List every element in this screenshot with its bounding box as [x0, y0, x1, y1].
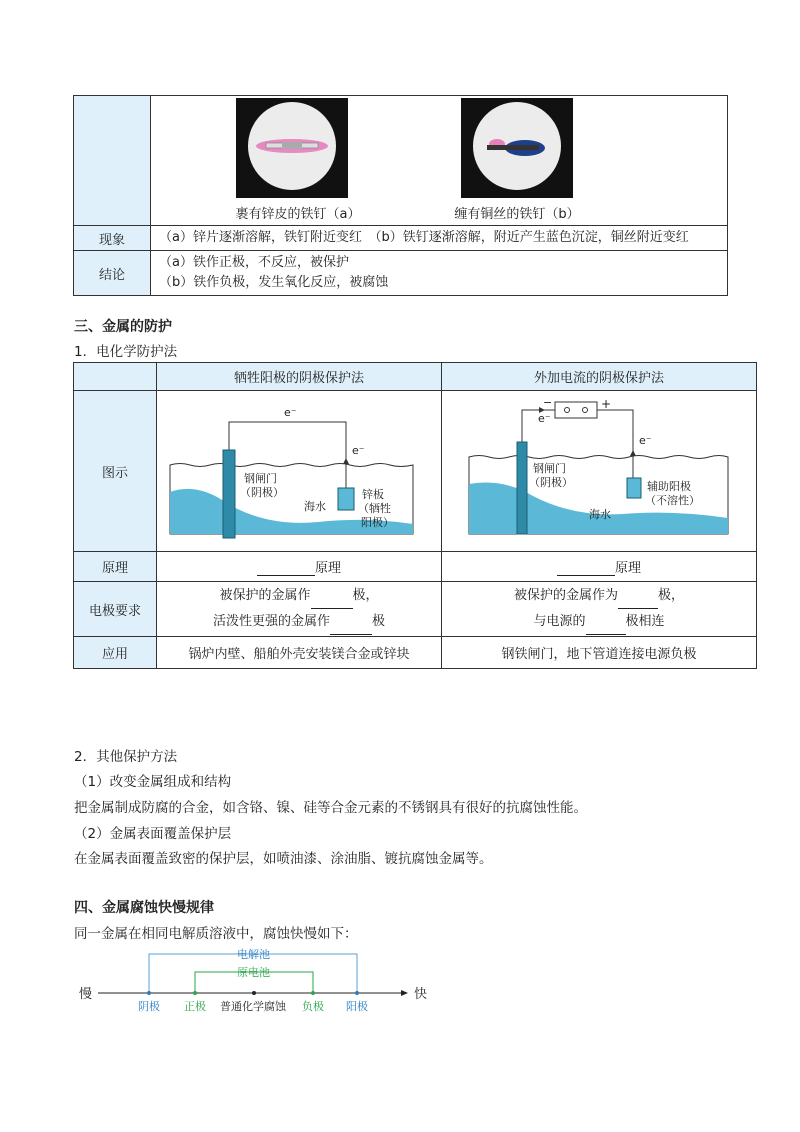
electron-label: e⁻ — [284, 406, 297, 419]
label-cell-empty — [74, 96, 151, 226]
caption-a: 裹有锌皮的铁钉（a） — [235, 207, 361, 222]
sea-label: 海水 — [304, 500, 326, 513]
conclusion-line-2: （b）铁作负极，发生氧化反应，被腐蚀 — [159, 275, 389, 290]
electrode-left-a1: 被保护的金属作 — [219, 588, 311, 603]
row-label-diagram: 图示 — [74, 391, 157, 552]
row-label-application: 应用 — [74, 637, 157, 669]
plus-sign: + — [601, 397, 612, 411]
minus-sign: − — [543, 396, 553, 409]
blank — [330, 620, 372, 635]
gate-cathode-label: （阴极） — [240, 486, 284, 499]
caption-b: 缠有铜丝的铁钉（b） — [454, 207, 580, 222]
diagram-left-cell — [157, 391, 442, 552]
header-sacrificial-anode: 牺牲阳极的阴极保护法 — [157, 363, 442, 391]
point-cathode: 阴极 — [138, 1000, 160, 1013]
header-empty — [74, 363, 157, 391]
photo-zinc-wrapped-nail — [236, 98, 348, 198]
electron-label-right-2: e⁻ — [639, 434, 652, 447]
corrosion-rate-scale — [74, 940, 434, 1020]
blank — [586, 620, 626, 635]
diagram-impressed-current — [443, 392, 755, 550]
row-label-principle: 原理 — [74, 552, 157, 582]
item2-text: 在金属表面覆盖致密的保护层，如喷油漆、涂油脂、镀抗腐蚀金属等。 — [74, 851, 493, 867]
section4-intro: 同一金属在相同电解质溶液中，腐蚀快慢如下： — [74, 926, 358, 942]
item2-title: （2）金属表面覆盖保护层 — [74, 826, 232, 842]
electrode-right-b1: 与电源的 — [533, 614, 586, 629]
item1-text: 把金属制成防腐的合金，如含铬、镍、硅等合金元素的不锈钢具有很好的抗腐蚀性能。 — [74, 800, 587, 816]
gate-cathode-label-right: （阴极） — [529, 476, 573, 489]
principle-suffix: 原理 — [314, 561, 341, 576]
electrode-right-a2: 极， — [658, 588, 685, 603]
item1-title: （1）改变金属组成和结构 — [74, 774, 232, 790]
aux-anode-label: 辅助阳极 — [647, 480, 691, 493]
row-label-conclusion: 结论 — [74, 251, 151, 296]
photo-copper-wrapped-nail — [461, 98, 573, 198]
blank — [618, 594, 658, 609]
header-impressed-current: 外加电流的阴极保护法 — [442, 363, 757, 391]
electrode-left — [157, 582, 442, 637]
fast-label: 快 — [414, 987, 428, 1002]
zinc-label: 锌板 — [362, 488, 384, 501]
electrode-left-b1: 活泼性更强的金属作 — [212, 614, 330, 629]
blank — [257, 561, 315, 576]
experiment-table — [73, 95, 728, 296]
electrode-left-a2: 极， — [352, 588, 379, 603]
insoluble-label: （不溶性） — [645, 494, 700, 507]
protection-table — [73, 362, 757, 669]
principle-right — [442, 552, 757, 582]
sacrificial-label-1: （牺牲 — [358, 502, 391, 515]
principle-suffix: 原理 — [614, 561, 641, 576]
application-right: 钢铁闸门，地下管道连接电源负极 — [442, 637, 757, 669]
blank — [557, 561, 615, 576]
conclusion-cell — [151, 251, 728, 296]
point-ordinary-corrosion: 普通化学腐蚀 — [220, 1000, 286, 1013]
point-anode: 阳极 — [346, 1000, 368, 1013]
row-label-electrode: 电极要求 — [74, 582, 157, 637]
section3-sub2: 2．其他保护方法 — [74, 749, 178, 765]
blank — [311, 594, 353, 609]
electrode-right-a1: 被保护的金属作为 — [513, 588, 618, 603]
point-negative: 负极 — [302, 1000, 324, 1013]
conclusion-line-1: （a）铁作正极，不反应，被保护 — [159, 255, 349, 270]
slow-label: 慢 — [79, 987, 93, 1002]
electrolytic-cell-label: 电解池 — [237, 948, 270, 961]
application-left: 锅炉内壁、船舶外壳安装镁合金或锌块 — [157, 637, 442, 669]
electron-label-2: e⁻ — [352, 444, 365, 457]
diagram-sacrificial-anode — [158, 392, 440, 550]
sea-label-right: 海水 — [589, 508, 611, 521]
principle-left — [157, 552, 442, 582]
point-positive: 正极 — [184, 1000, 206, 1013]
section3-title: 三、金属的防护 — [74, 319, 172, 335]
diagram-right-cell — [442, 391, 757, 552]
gate-label-right: 钢闸门 — [533, 462, 566, 475]
sacrificial-label-2: 阳极） — [361, 516, 394, 529]
electrode-right — [442, 582, 757, 637]
photo-cell — [151, 96, 728, 226]
electrode-left-b2: 极 — [372, 614, 386, 629]
phenomenon-text: （a）锌片逐渐溶解，铁钉附近变红 （b）铁钉逐渐溶解，附近产生蓝色沉淀，铜丝附近变红 — [151, 226, 728, 251]
gate-label: 钢闸门 — [244, 472, 277, 485]
electron-label-right: e⁻ — [538, 412, 551, 425]
section3-sub1: 1．电化学防护法 — [74, 344, 178, 360]
row-label-phenomenon: 现象 — [74, 226, 151, 251]
galvanic-cell-label: 原电池 — [237, 966, 270, 979]
section4-title: 四、金属腐蚀快慢规律 — [74, 900, 214, 916]
electrode-right-b2: 极相连 — [625, 614, 665, 629]
